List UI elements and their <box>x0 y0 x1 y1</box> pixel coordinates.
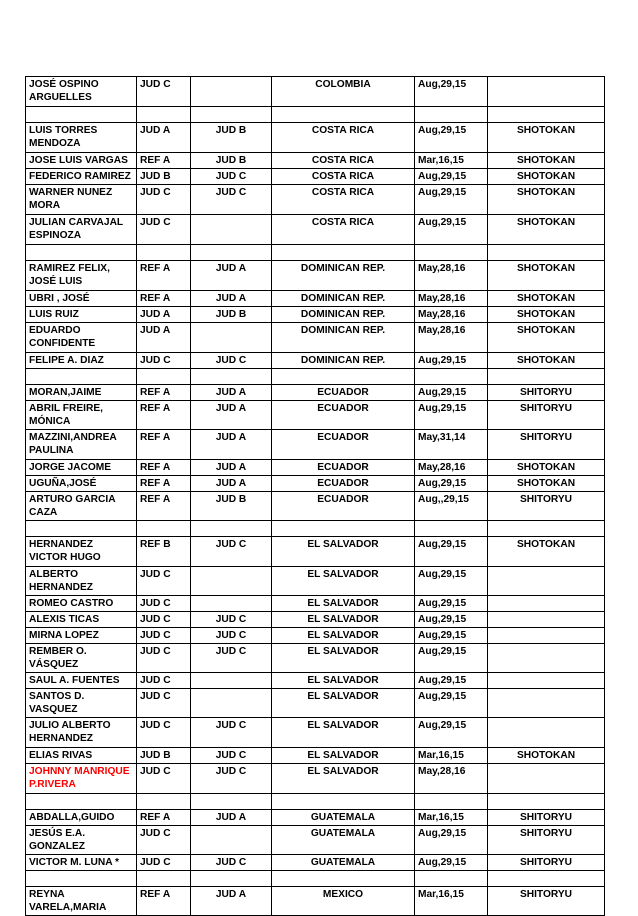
table-row <box>26 385 605 401</box>
spacer-cell <box>137 521 191 537</box>
cell-role-secondary: JUD A <box>191 430 272 460</box>
cell-name: LUIS RUIZ <box>26 307 137 323</box>
cell-role-primary: REF A <box>137 887 191 916</box>
cell-date: Aug,29,15 <box>415 596 488 612</box>
cell-role-secondary: JUD A <box>191 810 272 826</box>
cell-role-primary: JUD C <box>137 567 191 596</box>
cell-role-primary: REF A <box>137 492 191 521</box>
spacer-cell <box>272 245 415 261</box>
cell-name: ELIAS RIVAS <box>26 748 137 764</box>
cell-date: Aug,29,15 <box>415 718 488 748</box>
cell-style: SHOTOKAN <box>488 169 605 185</box>
cell-role-secondary <box>191 323 272 353</box>
cell-name: UGUÑA,JOSÉ <box>26 476 137 492</box>
spacer-cell <box>415 794 488 810</box>
spacer-cell <box>272 107 415 123</box>
roster-body <box>26 77 605 916</box>
cell-name: UBRI , JOSÉ <box>26 291 137 307</box>
spacer-cell <box>415 245 488 261</box>
cell-style: SHOTOKAN <box>488 460 605 476</box>
cell-style: SHOTOKAN <box>488 353 605 369</box>
cell-date: Aug,29,15 <box>415 215 488 245</box>
cell-country: EL SALVADOR <box>272 567 415 596</box>
cell-date: May,28,16 <box>415 307 488 323</box>
cell-role-primary: JUD C <box>137 612 191 628</box>
cell-style: SHITORYU <box>488 810 605 826</box>
cell-role-secondary: JUD A <box>191 460 272 476</box>
cell-name: JESÚS E.A. GONZALEZ <box>26 826 137 855</box>
cell-style <box>488 77 605 107</box>
cell-country: COSTA RICA <box>272 169 415 185</box>
spacer-cell <box>272 794 415 810</box>
cell-role-secondary <box>191 596 272 612</box>
cell-name: HERNANDEZ VICTOR HUGO <box>26 537 137 567</box>
cell-date: Aug,29,15 <box>415 185 488 215</box>
cell-role-secondary: JUD B <box>191 307 272 323</box>
cell-role-secondary <box>191 567 272 596</box>
cell-name: ALBERTO HERNANDEZ <box>26 567 137 596</box>
cell-country: ECUADOR <box>272 430 415 460</box>
cell-country: COSTA RICA <box>272 185 415 215</box>
cell-role-secondary: JUD C <box>191 855 272 871</box>
cell-name: JOSE LUIS VARGAS <box>26 153 137 169</box>
cell-style: SHITORYU <box>488 401 605 430</box>
spacer-row <box>26 245 605 261</box>
cell-role-primary: JUD C <box>137 673 191 689</box>
cell-date: Aug,29,15 <box>415 826 488 855</box>
cell-name: JULIAN CARVAJAL ESPINOZA <box>26 215 137 245</box>
spacer-cell <box>191 107 272 123</box>
cell-date: Aug,29,15 <box>415 385 488 401</box>
cell-style <box>488 718 605 748</box>
cell-name: ALEXIS TICAS <box>26 612 137 628</box>
table-row <box>26 673 605 689</box>
cell-country: EL SALVADOR <box>272 612 415 628</box>
table-row <box>26 718 605 748</box>
cell-role-secondary: JUD C <box>191 644 272 673</box>
table-row <box>26 810 605 826</box>
cell-style <box>488 612 605 628</box>
table-row <box>26 261 605 291</box>
cell-role-secondary: JUD A <box>191 476 272 492</box>
cell-role-secondary: JUD C <box>191 628 272 644</box>
cell-date: May,28,16 <box>415 764 488 794</box>
table-row <box>26 748 605 764</box>
cell-date: Aug,29,15 <box>415 476 488 492</box>
cell-country: COSTA RICA <box>272 153 415 169</box>
cell-date: May,28,16 <box>415 460 488 476</box>
cell-role-primary: REF A <box>137 291 191 307</box>
cell-role-secondary <box>191 77 272 107</box>
cell-role-secondary: JUD A <box>191 261 272 291</box>
cell-role-primary: JUD C <box>137 185 191 215</box>
cell-role-primary: JUD C <box>137 644 191 673</box>
cell-country: ECUADOR <box>272 476 415 492</box>
cell-date: Aug,29,15 <box>415 628 488 644</box>
spacer-cell <box>488 245 605 261</box>
cell-role-secondary: JUD C <box>191 537 272 567</box>
cell-date: Mar,16,15 <box>415 887 488 916</box>
cell-date: Aug,29,15 <box>415 353 488 369</box>
cell-role-secondary: JUD B <box>191 492 272 521</box>
cell-country: ECUADOR <box>272 385 415 401</box>
table-row <box>26 476 605 492</box>
cell-style: SHOTOKAN <box>488 291 605 307</box>
cell-role-secondary: JUD C <box>191 185 272 215</box>
cell-role-primary: JUD C <box>137 215 191 245</box>
cell-role-primary: REF A <box>137 476 191 492</box>
spacer-cell <box>488 107 605 123</box>
cell-style: SHOTOKAN <box>488 748 605 764</box>
cell-role-primary: JUD C <box>137 718 191 748</box>
table-row <box>26 764 605 794</box>
cell-style: SHOTOKAN <box>488 537 605 567</box>
cell-role-primary: REF A <box>137 153 191 169</box>
cell-date: May,31,14 <box>415 430 488 460</box>
cell-role-secondary: JUD B <box>191 123 272 153</box>
table-row <box>26 323 605 353</box>
cell-style: SHITORYU <box>488 430 605 460</box>
cell-country: GUATEMALA <box>272 826 415 855</box>
cell-role-secondary: JUD A <box>191 887 272 916</box>
spacer-cell <box>191 245 272 261</box>
cell-country: GUATEMALA <box>272 855 415 871</box>
cell-style: SHOTOKAN <box>488 476 605 492</box>
cell-role-secondary: JUD B <box>191 153 272 169</box>
cell-role-secondary: JUD C <box>191 169 272 185</box>
cell-date: Aug,29,15 <box>415 612 488 628</box>
cell-date: Aug,29,15 <box>415 689 488 718</box>
cell-country: COSTA RICA <box>272 123 415 153</box>
cell-date: Aug,29,15 <box>415 169 488 185</box>
cell-date: May,28,16 <box>415 291 488 307</box>
cell-style: SHITORYU <box>488 492 605 521</box>
spacer-row <box>26 369 605 385</box>
table-row <box>26 855 605 871</box>
cell-role-primary: JUD A <box>137 123 191 153</box>
cell-role-primary: REF A <box>137 810 191 826</box>
cell-style <box>488 567 605 596</box>
cell-country: EL SALVADOR <box>272 537 415 567</box>
cell-country: EL SALVADOR <box>272 628 415 644</box>
cell-date: Aug,29,15 <box>415 401 488 430</box>
cell-role-primary: JUD C <box>137 689 191 718</box>
cell-name: FEDERICO RAMIREZ <box>26 169 137 185</box>
cell-country: ECUADOR <box>272 401 415 430</box>
table-row <box>26 689 605 718</box>
cell-role-secondary: JUD A <box>191 401 272 430</box>
cell-date: Mar,16,15 <box>415 153 488 169</box>
cell-role-primary: JUD C <box>137 353 191 369</box>
cell-name: SAUL A. FUENTES <box>26 673 137 689</box>
spacer-cell <box>26 369 137 385</box>
spacer-cell <box>415 107 488 123</box>
cell-date: Mar,16,15 <box>415 748 488 764</box>
cell-date: Aug,29,15 <box>415 123 488 153</box>
cell-name: ARTURO GARCIA CAZA <box>26 492 137 521</box>
spacer-cell <box>415 369 488 385</box>
cell-style: SHITORYU <box>488 887 605 916</box>
spacer-cell <box>137 794 191 810</box>
cell-role-secondary <box>191 826 272 855</box>
spacer-cell <box>488 794 605 810</box>
spacer-row <box>26 521 605 537</box>
table-row <box>26 826 605 855</box>
spacer-row <box>26 794 605 810</box>
spacer-cell <box>191 871 272 887</box>
cell-name: WARNER NUNEZ MORA <box>26 185 137 215</box>
table-row <box>26 460 605 476</box>
cell-country: EL SALVADOR <box>272 764 415 794</box>
cell-name: MAZZINI,ANDREA PAULINA <box>26 430 137 460</box>
cell-role-primary: JUD C <box>137 628 191 644</box>
cell-role-primary: REF A <box>137 401 191 430</box>
cell-role-primary: JUD B <box>137 169 191 185</box>
spacer-cell <box>137 369 191 385</box>
table-row <box>26 887 605 916</box>
table-row <box>26 430 605 460</box>
spacer-cell <box>415 871 488 887</box>
cell-name: JOHNNY MANRIQUE P.RIVERA <box>26 764 137 794</box>
cell-date: Aug,29,15 <box>415 644 488 673</box>
cell-role-primary: REF A <box>137 385 191 401</box>
cell-role-primary: REF A <box>137 460 191 476</box>
cell-country: MEXICO <box>272 887 415 916</box>
cell-style: SHOTOKAN <box>488 323 605 353</box>
cell-style: SHOTOKAN <box>488 185 605 215</box>
cell-country: DOMINICAN REP. <box>272 353 415 369</box>
cell-date: Aug,29,15 <box>415 673 488 689</box>
spacer-row <box>26 871 605 887</box>
spacer-cell <box>272 521 415 537</box>
table-row <box>26 628 605 644</box>
cell-name: JOSÉ OSPINO ARGUELLES <box>26 77 137 107</box>
spacer-cell <box>488 871 605 887</box>
cell-style <box>488 689 605 718</box>
table-row <box>26 307 605 323</box>
spacer-cell <box>137 871 191 887</box>
cell-role-primary: JUD C <box>137 826 191 855</box>
table-row <box>26 567 605 596</box>
cell-style <box>488 764 605 794</box>
cell-country: ECUADOR <box>272 460 415 476</box>
referee-roster-table <box>25 76 605 916</box>
cell-name: FELIPE A. DIAZ <box>26 353 137 369</box>
table-row <box>26 612 605 628</box>
cell-role-primary: JUD A <box>137 307 191 323</box>
cell-country: COLOMBIA <box>272 77 415 107</box>
cell-country: EL SALVADOR <box>272 596 415 612</box>
cell-date: Mar,16,15 <box>415 810 488 826</box>
cell-country: EL SALVADOR <box>272 748 415 764</box>
cell-name: ABDALLA,GUIDO <box>26 810 137 826</box>
table-row <box>26 153 605 169</box>
spacer-cell <box>26 245 137 261</box>
cell-role-primary: JUD C <box>137 855 191 871</box>
cell-style: SHOTOKAN <box>488 215 605 245</box>
spacer-cell <box>191 369 272 385</box>
table-row <box>26 123 605 153</box>
cell-country: GUATEMALA <box>272 810 415 826</box>
cell-country: EL SALVADOR <box>272 718 415 748</box>
table-row <box>26 353 605 369</box>
table-row <box>26 77 605 107</box>
cell-role-secondary: JUD C <box>191 612 272 628</box>
cell-style: SHITORYU <box>488 826 605 855</box>
cell-date: Aug,29,15 <box>415 77 488 107</box>
cell-name: JULIO ALBERTO HERNANDEZ <box>26 718 137 748</box>
spacer-cell <box>26 521 137 537</box>
cell-style <box>488 673 605 689</box>
cell-country: EL SALVADOR <box>272 673 415 689</box>
cell-role-primary: REF B <box>137 537 191 567</box>
cell-date: Aug,29,15 <box>415 537 488 567</box>
cell-name: ABRIL FREIRE, MÓNICA <box>26 401 137 430</box>
cell-name: REMBER O. VÁSQUEZ <box>26 644 137 673</box>
cell-date: May,28,16 <box>415 261 488 291</box>
cell-role-primary: JUD C <box>137 77 191 107</box>
spacer-cell <box>191 794 272 810</box>
cell-role-secondary: JUD C <box>191 718 272 748</box>
table-row <box>26 291 605 307</box>
cell-name: JORGE JACOME <box>26 460 137 476</box>
cell-date: Aug,29,15 <box>415 567 488 596</box>
cell-role-secondary: JUD A <box>191 291 272 307</box>
cell-name: LUIS TORRES MENDOZA <box>26 123 137 153</box>
table-row <box>26 169 605 185</box>
cell-name: EDUARDO CONFIDENTE <box>26 323 137 353</box>
cell-name: REYNA VARELA,MARIA <box>26 887 137 916</box>
cell-role-secondary: JUD A <box>191 385 272 401</box>
spacer-cell <box>272 871 415 887</box>
cell-role-secondary: JUD C <box>191 353 272 369</box>
spacer-cell <box>137 107 191 123</box>
spacer-cell <box>26 871 137 887</box>
table-row <box>26 596 605 612</box>
cell-name: MIRNA LOPEZ <box>26 628 137 644</box>
cell-country: ECUADOR <box>272 492 415 521</box>
cell-style <box>488 628 605 644</box>
spacer-cell <box>415 521 488 537</box>
cell-role-primary: REF A <box>137 430 191 460</box>
table-row <box>26 185 605 215</box>
spacer-cell <box>191 521 272 537</box>
cell-country: EL SALVADOR <box>272 644 415 673</box>
cell-role-secondary <box>191 673 272 689</box>
spacer-cell <box>488 369 605 385</box>
cell-date: Aug,29,15 <box>415 855 488 871</box>
cell-style <box>488 596 605 612</box>
cell-style: SHOTOKAN <box>488 123 605 153</box>
cell-role-secondary: JUD C <box>191 764 272 794</box>
cell-style: SHOTOKAN <box>488 307 605 323</box>
spacer-row <box>26 107 605 123</box>
cell-date: May,28,16 <box>415 323 488 353</box>
cell-country: DOMINICAN REP. <box>272 307 415 323</box>
cell-role-secondary: JUD C <box>191 748 272 764</box>
cell-style: SHOTOKAN <box>488 153 605 169</box>
cell-name: VICTOR M. LUNA * <box>26 855 137 871</box>
cell-country: EL SALVADOR <box>272 689 415 718</box>
cell-role-secondary <box>191 215 272 245</box>
spacer-cell <box>26 794 137 810</box>
table-row <box>26 215 605 245</box>
spacer-cell <box>137 245 191 261</box>
cell-name: ROMEO CASTRO <box>26 596 137 612</box>
cell-date: Aug,,29,15 <box>415 492 488 521</box>
spacer-cell <box>488 521 605 537</box>
table-row <box>26 492 605 521</box>
cell-style: SHITORYU <box>488 855 605 871</box>
cell-role-secondary <box>191 689 272 718</box>
cell-role-primary: JUD A <box>137 323 191 353</box>
cell-name: MORAN,JAIME <box>26 385 137 401</box>
cell-country: COSTA RICA <box>272 215 415 245</box>
cell-country: DOMINICAN REP. <box>272 323 415 353</box>
cell-role-primary: JUD C <box>137 764 191 794</box>
spacer-cell <box>272 369 415 385</box>
cell-style <box>488 644 605 673</box>
cell-role-primary: REF A <box>137 261 191 291</box>
spacer-cell <box>26 107 137 123</box>
cell-role-primary: JUD C <box>137 596 191 612</box>
table-row <box>26 644 605 673</box>
cell-style: SHOTOKAN <box>488 261 605 291</box>
table-row <box>26 401 605 430</box>
cell-country: DOMINICAN REP. <box>272 261 415 291</box>
table-row <box>26 537 605 567</box>
cell-name: RAMIREZ FELIX, JOSÉ LUIS <box>26 261 137 291</box>
cell-country: DOMINICAN REP. <box>272 291 415 307</box>
cell-role-primary: JUD B <box>137 748 191 764</box>
cell-style: SHITORYU <box>488 385 605 401</box>
cell-name: SANTOS D. VASQUEZ <box>26 689 137 718</box>
